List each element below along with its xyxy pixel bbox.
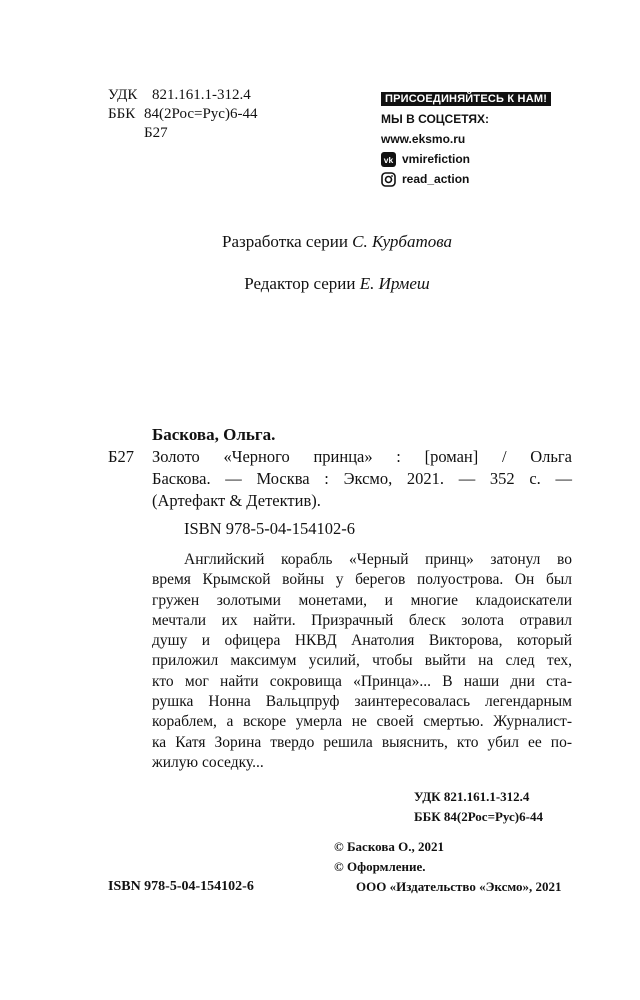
classification-block [108,86,257,143]
join-badge: ПРИСОЕДИНЯЙТЕСЬ К НАМ! [381,92,551,106]
copyright-author: © Баскова О., 2021 [334,839,444,854]
social-heading: МЫ В СОЦСЕТЯХ: [381,112,490,126]
record-body [152,446,572,512]
annotation [152,550,572,773]
website-link[interactable]: www.eksmo.ru [381,132,466,146]
series-dev-credit [17,232,640,252]
udk-line [108,86,257,105]
bbk-label: ББК [108,106,136,122]
series-dev-name: С. Курбатова [352,232,452,251]
copyright-isbn: ISBN 978-5-04-154102-6 [108,879,254,894]
social-block [381,91,551,189]
annotation-line: Английский корабль «Черный принц» затонул во [184,551,572,568]
copyright-publisher: ООО «Издательство «Эксмо», 2021 [356,879,562,894]
record-line: Баскова. — Москва : Эксмо, 2021. — 352 с. — [152,469,572,488]
bottom-udk: УДК 821.161.1-312.4 [414,789,530,804]
copyright-design: © Оформление. [334,859,426,874]
annotation-line: рушка Нонна Вальцпруф заинтересовалась легендарным [152,693,572,711]
bbk-line [108,105,257,124]
series-editor-credit [17,274,640,294]
annotation-line: мечтали их найти. Призрачный блеск золота отравил [152,611,572,629]
bbk-value: 84(2Рос=Рус)6-44 [144,106,258,122]
author-heading: Баскова, Ольга. [152,425,276,444]
author-mark-top: Б27 [144,125,168,141]
instagram-handle: read_action [402,172,470,186]
series-editor-label: Редактор серии [244,274,356,293]
annotation-line: время Крымской войны у берегов полуострова. Он был [152,571,572,589]
record-isbn: ISBN 978-5-04-154102-6 [184,519,355,538]
record-line: Золото «Черного принца» : [роман] / Ольга [152,447,572,466]
svg-text:vk: vk [383,154,394,165]
annotation-line: душу и офицера НКВД Анатолия Викторова, который [152,632,572,650]
instagram-icon [381,172,396,187]
record-line: (Артефакт & Детектив). [152,491,321,510]
vk-row[interactable] [381,149,551,169]
udk-value: 821.161.1-312.4 [152,87,251,103]
vk-icon [381,152,396,167]
bottom-bbk: ББК 84(2Рос=Рус)6-44 [414,809,543,824]
vk-handle: vmirefiction [402,152,471,166]
annotation-line: жилую соседку... [152,753,264,771]
annotation-line: ка Катя Зорина твердо решила выяснить, кто убил ее по- [152,733,572,751]
copyright-block [334,837,562,897]
series-editor-name: Е. Ирмеш [359,274,430,293]
udk-label: УДК [108,87,138,103]
annotation-line: кто мог найти сокровища «Принца»... В наши дни ста- [152,672,572,690]
instagram-row[interactable] [381,169,551,189]
annotation-line: приложил максимум усилий, чтобы выйти на след тех, [152,652,572,670]
record-mark: Б27 [108,447,134,466]
series-dev-label: Разработка серии [222,232,348,251]
annotation-line: кораблем, а вскоре умерла не своей смертью. Журналист- [152,713,572,731]
bottom-codes [414,787,543,827]
annotation-line: гружен золотыми монетами, и многие кладоискатели [152,591,572,609]
